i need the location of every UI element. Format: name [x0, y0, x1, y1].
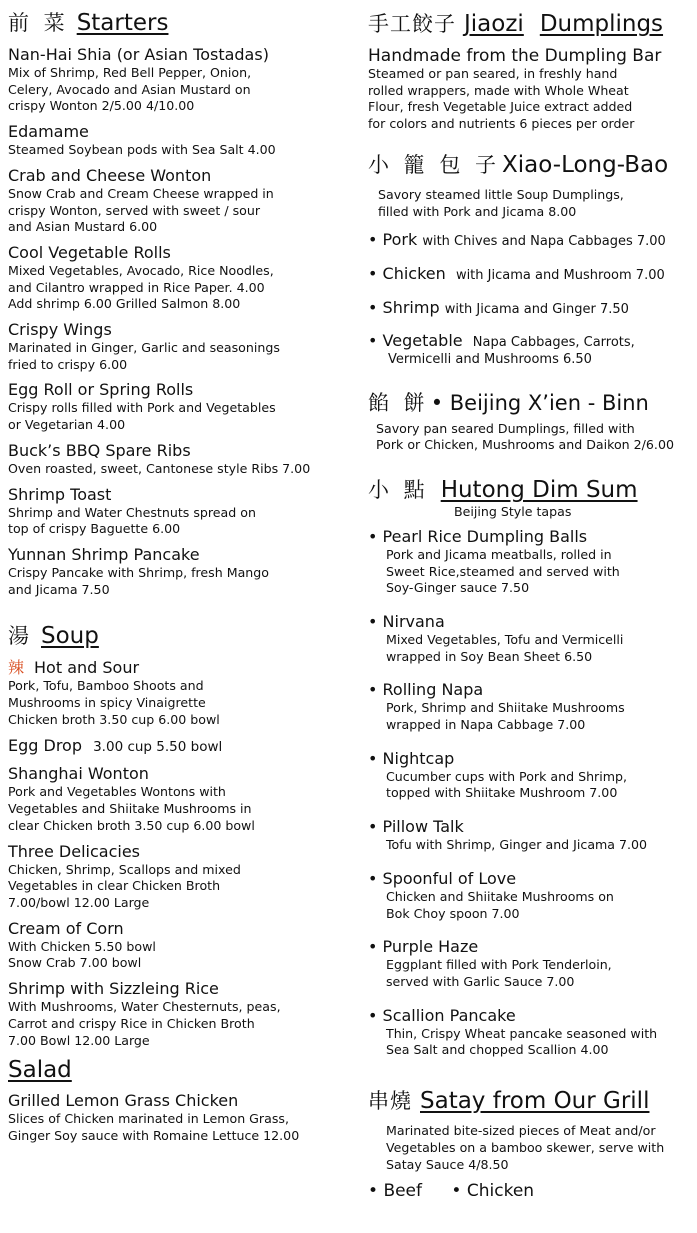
- menu-item-scallion-pancake: [368, 1006, 693, 1059]
- item-name: Crispy Wings: [8, 320, 112, 340]
- item-description: Mixed Vegetables, Tofu and Vermicelli wrapped in Soy Bean Sheet 6.50: [386, 631, 624, 664]
- salad-title: Salad: [8, 1057, 72, 1084]
- item-description: with Jicama and Mushroom 7.00: [455, 267, 665, 283]
- item-name: [368, 298, 693, 319]
- jiaozi-subtitle: Handmade from the Dumpling Bar: [368, 46, 662, 66]
- menu-item-pillow-talk: [368, 817, 693, 854]
- menu-item-chicken-dumpling: [368, 264, 693, 285]
- menu-item-three-delicacies: [8, 842, 353, 912]
- menu-item-pearl-rice-balls: [368, 527, 693, 597]
- item-name: [368, 331, 693, 352]
- menu-item-egg-drop: [8, 736, 353, 756]
- item-price: 3.00 cup 5.50 bowl: [93, 739, 223, 756]
- satay-option-chicken: • Chicken: [451, 1181, 535, 1202]
- starters-chinese: 前 菜: [8, 11, 69, 35]
- item-name: Yunnan Shrimp Pancake: [8, 544, 200, 564]
- item-name: Shanghai Wonton: [8, 764, 149, 784]
- salad-heading: [8, 1057, 353, 1083]
- item-description: Crispy Pancake with Shrimp, fresh Mango and Jicama 7.50: [8, 564, 269, 597]
- menu-item-purple-haze: [368, 937, 693, 990]
- item-name: • Nightcap: [368, 749, 693, 769]
- item-description: Napa Cabbages, Carrots,: [472, 335, 635, 351]
- item-name: Cool Vegetable Rolls: [8, 242, 171, 262]
- item-description: Chicken, Shrimp, Scallops and mixed Vegetables in clear Chicken Broth 7.00/bowl 12.00 Large: [8, 861, 241, 910]
- menu-item-vegetable-dumpling: [368, 331, 693, 368]
- dim-sum-title: Hutong Dim Sum: [440, 477, 638, 504]
- item-name: Three Delicacies: [8, 841, 140, 861]
- item-name: • Pillow Talk: [368, 817, 693, 837]
- item-name: • Nirvana: [368, 612, 693, 632]
- xiao-long-bao-title: Xiao-Long-Bao: [502, 151, 669, 178]
- beijing-title: • Beijing X’ien - Binn: [430, 390, 649, 415]
- starters-title: Starters: [76, 10, 169, 36]
- menu-item-shrimp-toast: [8, 485, 353, 538]
- soup-title: Soup: [41, 623, 99, 650]
- menu-item-pork-dumpling: [368, 230, 693, 251]
- soup-chinese: 湯: [8, 624, 33, 649]
- satay-option-beef: • Beef: [368, 1181, 423, 1202]
- item-name: Cream of Corn: [8, 918, 124, 938]
- item-description-cont: Vermicelli and Mushrooms 6.50: [388, 352, 592, 368]
- starters-heading: [8, 7, 353, 37]
- item-description: Snow Crab and Cream Cheese wrapped in crispy Wonton, served with sweet / sour and Asian Mustard 6.00: [8, 185, 274, 235]
- dim-sum-chinese: 小 點: [368, 478, 429, 503]
- satay-description: Marinated bite-sized pieces of Meat and/or Vegetables on a bamboo skewer, serve with Satay Sauce 4/8.50: [386, 1123, 665, 1172]
- satay-options: [368, 1181, 693, 1201]
- item-name: • Purple Haze: [368, 937, 693, 957]
- jiaozi-title-a: Jiaozi: [464, 11, 524, 37]
- item-description: Slices of Chicken marinated in Lemon Grass, Ginger Soy sauce with Romaine Lettuce 12.00: [8, 1111, 300, 1143]
- menu-item-nan-hai-shia: [8, 45, 353, 115]
- item-description: Shrimp and Water Chestnuts spread on top of crispy Baguette 6.00: [8, 504, 256, 537]
- menu-item-edamame: [8, 122, 353, 159]
- item-description: with Chives and Napa Cabbages 7.00: [422, 234, 666, 250]
- item-description: Pork and Vegetables Wontons with Vegetables and Shiitake Mushrooms in clear Chicken broth 3.50 cup 6.00 bowl: [8, 784, 255, 833]
- item-name: [8, 658, 353, 678]
- item-description: Thin, Crispy Wheat pancake seasoned with Sea Salt and chopped Scallion 4.00: [386, 1025, 658, 1058]
- right-column: [368, 0, 693, 1201]
- jiaozi-title-b: Dumplings: [539, 11, 664, 37]
- satay-title: Satay from Our Grill: [420, 1088, 650, 1115]
- item-name-text: Egg Drop: [8, 736, 82, 756]
- menu-item-egg-roll: [8, 380, 353, 433]
- menu-item-nightcap: [368, 749, 693, 802]
- item-description: Tofu with Shrimp, Ginger and Jicama 7.00: [386, 837, 648, 853]
- satay-option-text: Chicken: [466, 1181, 535, 1202]
- item-description: Mix of Shrimp, Red Bell Pepper, Onion, Celery, Avocado and Asian Mustard on crispy Wonton 2/5.00 4/10.00: [8, 65, 252, 114]
- item-description: Cucumber cups with Pork and Shrimp, topped with Shiitake Mushroom 7.00: [386, 768, 627, 801]
- item-description: With Chicken 5.50 bowl Snow Crab 7.00 bowl: [8, 938, 156, 971]
- item-name: • Spoonful of Love: [368, 869, 693, 889]
- item-description: Marinated in Ginger, Garlic and seasonings fried to crispy 6.00: [8, 340, 280, 372]
- item-name: Buck’s BBQ Spare Ribs: [8, 440, 191, 460]
- menu-item-cool-vegetable-rolls: [8, 243, 353, 313]
- menu-item-rolling-napa: [368, 680, 693, 733]
- soup-heading: [8, 620, 353, 650]
- item-name: Edamame: [8, 122, 89, 142]
- jiaozi-heading: [368, 8, 693, 38]
- item-description: Eggplant filled with Pork Tenderloin, served with Garlic Sauce 7.00: [386, 957, 612, 989]
- dim-sum-subtitle: Beijing Style tapas: [454, 504, 572, 520]
- item-description: Pork, Shrimp and Shiitake Mushrooms wrapped in Napa Cabbage 7.00: [386, 700, 625, 733]
- item-description: Pork, Tofu, Bamboo Shoots and Mushrooms in spicy Vinaigrette Chicken broth 3.50 cup 6.00 bowl: [8, 678, 220, 727]
- menu-item-yunnan-shrimp-pancake: [8, 545, 353, 598]
- item-name: [368, 230, 693, 251]
- item-description: Steamed Soybean pods with Sea Salt 4.00: [8, 142, 276, 158]
- item-description: Oven roasted, sweet, Cantonese style Ribs 7.00: [8, 460, 311, 476]
- menu-item-shrimp-dumpling: [368, 298, 693, 319]
- item-name: [8, 736, 353, 756]
- jiaozi-description: Steamed or pan seared, in freshly hand rolled wrappers, made with Whole Wheat Flour, fresh Vegetable Juice extract added for colors and nutrients 6 pieces per order: [368, 66, 635, 132]
- item-name: Crab and Cheese Wonton: [8, 165, 212, 185]
- item-description: Mixed Vegetables, Avocado, Rice Noodles, and Cilantro wrapped in Rice Paper. 4.00 Add shrimp 6.00 Grilled Salmon 8.00: [8, 262, 274, 312]
- menu-item-lemon-grass-chicken: [8, 1091, 353, 1144]
- item-description: Chicken and Shiitake Mushrooms on Bok Choy spoon 7.00: [386, 888, 614, 921]
- spicy-icon: 辣: [8, 658, 25, 678]
- menu-item-cream-of-corn: [8, 919, 353, 972]
- satay-chinese: 串燒: [368, 1089, 412, 1114]
- item-name-text: Hot and Sour: [34, 658, 140, 678]
- menu-item-crispy-wings: [8, 320, 353, 373]
- item-name: Egg Roll or Spring Rolls: [8, 380, 194, 400]
- beijing-chinese: 餡 餅: [368, 390, 429, 415]
- menu-item-bbq-spare-ribs: [8, 441, 353, 478]
- menu-item-crab-cheese-wonton: [8, 166, 353, 236]
- item-description: with Jicama and Ginger 7.50: [444, 301, 629, 317]
- satay-option-text: Beef: [383, 1181, 423, 1202]
- item-name: Shrimp Toast: [8, 484, 112, 504]
- item-name-text: Chicken: [382, 263, 446, 283]
- item-name: • Pearl Rice Dumpling Balls: [368, 527, 693, 547]
- satay-heading: [368, 1085, 693, 1115]
- xiao-long-bao-chinese: 小 籠 包 子: [368, 152, 501, 177]
- item-name: • Scallion Pancake: [368, 1006, 693, 1026]
- menu-item-spoonful-of-love: [368, 869, 693, 922]
- item-name: Shrimp with Sizzleing Rice: [8, 979, 219, 999]
- xiao-long-bao-description: Savory steamed little Soup Dumplings, filled with Pork and Jicama 8.00: [378, 186, 624, 219]
- left-column: [8, 0, 353, 1145]
- item-description: Crispy rolls filled with Pork and Vegetables or Vegetarian 4.00: [8, 400, 276, 433]
- jiaozi-chinese: 手工餃子: [368, 12, 456, 36]
- item-name: Nan-Hai Shia (or Asian Tostadas): [8, 45, 269, 64]
- beijing-title-text: Beijing X’ien - Binn: [449, 390, 649, 415]
- item-description: Pork and Jicama meatballs, rolled in Sweet Rice,steamed and served with Soy-Ginger sauce 7.50: [386, 546, 620, 596]
- item-name-text: Shrimp: [382, 297, 440, 317]
- menu-item-hot-and-sour: [8, 658, 353, 728]
- item-name: Grilled Lemon Grass Chicken: [8, 1091, 239, 1111]
- menu-item-shanghai-wonton: [8, 764, 353, 834]
- menu-item-nirvana: [368, 612, 693, 665]
- menu-item-sizzling-rice: [8, 979, 353, 1049]
- item-name: [368, 264, 693, 285]
- item-name-text: Vegetable: [382, 331, 463, 351]
- item-name-text: Pork: [382, 230, 418, 250]
- beijing-heading: [368, 387, 693, 417]
- item-description: With Mushrooms, Water Chesternuts, peas, Carrot and crispy Rice in Chicken Broth 7.00 Bowl 12.00 Large: [8, 999, 281, 1048]
- dim-sum-heading: [368, 474, 693, 504]
- beijing-description: Savory pan seared Dumplings, filled with Pork or Chicken, Mushrooms and Daikon 2/6.00: [376, 420, 674, 453]
- item-name: • Rolling Napa: [368, 680, 693, 700]
- xiao-long-bao-heading: [368, 149, 693, 179]
